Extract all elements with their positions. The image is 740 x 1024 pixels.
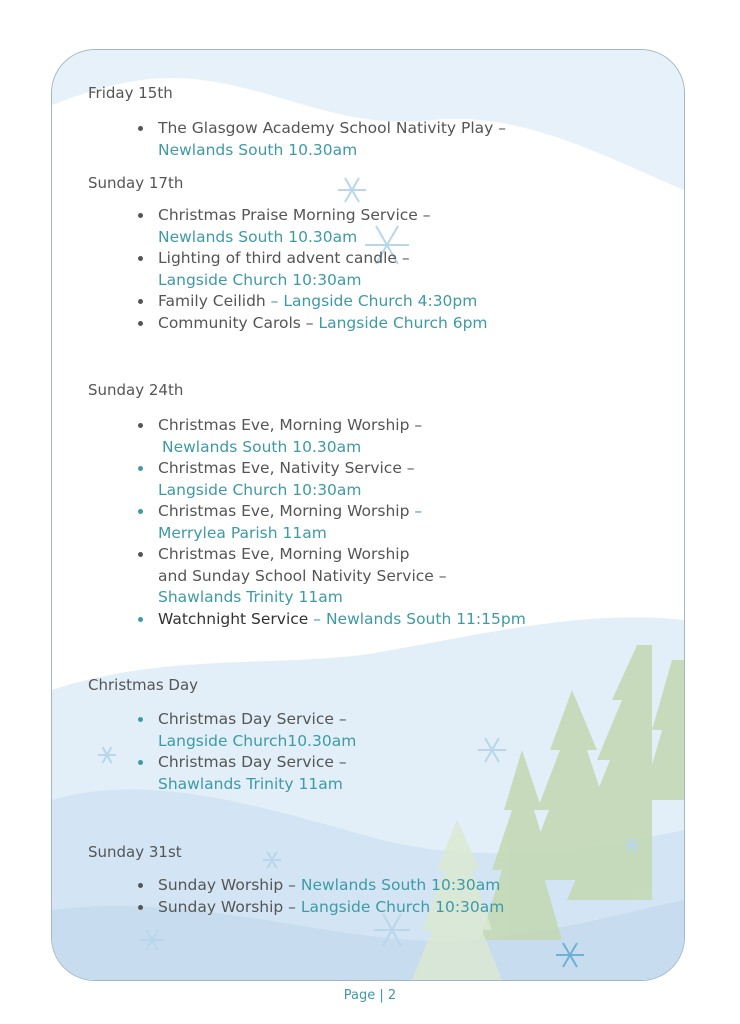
events-listing <box>52 50 684 980</box>
page-card <box>51 49 685 981</box>
list-item <box>158 118 658 161</box>
event-subtitle: and Sunday School Nativity Service – <box>158 566 447 585</box>
event-title: Watchnight Service <box>158 609 309 628</box>
event-title: Christmas Eve, Morning Worship <box>158 545 410 563</box>
list-item <box>158 291 658 313</box>
event-title: Christmas Day Service – <box>158 753 347 771</box>
event-location: Newlands South 10:30am <box>300 876 501 894</box>
day-heading: Friday 15th <box>88 84 173 102</box>
day-heading: Christmas Day <box>88 676 199 694</box>
event-title: Christmas Day Service – <box>158 710 347 728</box>
event-location: – Langside Church 4:30pm <box>265 292 478 310</box>
event-list <box>158 709 658 795</box>
event-title: Christmas Praise Morning Service – <box>158 206 431 224</box>
list-item <box>158 205 658 248</box>
list-item <box>158 752 658 795</box>
page-number: Page | 2 <box>343 988 397 1003</box>
event-location: Langside Church 10:30am <box>158 270 362 289</box>
list-item <box>158 875 658 897</box>
event-location: Newlands South 10.30am <box>162 437 362 456</box>
list-item <box>158 415 658 458</box>
list-item <box>158 709 658 752</box>
day-heading: Sunday 31st <box>88 843 182 861</box>
day-heading: Sunday 24th <box>88 381 184 399</box>
event-list <box>158 415 658 630</box>
event-location: Langside Church 10:30am <box>300 897 505 916</box>
event-dash: – <box>409 502 423 520</box>
list-item <box>158 458 658 501</box>
event-list <box>158 205 658 334</box>
event-location: Langside Church 6pm <box>318 313 488 332</box>
event-location: Newlands South 10.30am <box>158 140 358 159</box>
event-list <box>158 118 658 161</box>
event-title: Lighting of third advent candle – <box>158 249 410 267</box>
event-location: Merrylea Parish 11am <box>158 523 327 542</box>
event-title: Family Ceilidh <box>158 292 266 310</box>
event-location: Newlands South 10.30am <box>158 227 358 246</box>
event-location: Shawlands Trinity 11am <box>158 774 343 793</box>
day-heading: Sunday 17th <box>88 174 184 192</box>
event-title: Christmas Eve, Morning Worship <box>158 502 410 520</box>
event-title: Christmas Eve, Nativity Service – <box>158 459 415 477</box>
list-item <box>158 313 658 335</box>
event-location: Shawlands Trinity 11am <box>158 588 343 606</box>
event-location: Langside Church 10:30am <box>158 480 362 499</box>
event-location: Langside Church10.30am <box>158 731 357 750</box>
event-title: The Glasgow Academy School Nativity Play – <box>158 119 507 137</box>
list-item <box>158 501 658 544</box>
event-list <box>158 875 658 918</box>
event-title: Christmas Eve, Morning Worship – <box>158 416 423 434</box>
list-item <box>158 544 658 609</box>
event-location: – Newlands South 11:15pm <box>308 609 526 628</box>
event-title: Sunday Worship – <box>158 876 301 894</box>
event-title: Community Carols – <box>158 313 319 332</box>
list-item <box>158 248 658 291</box>
event-title: Sunday Worship – <box>158 897 301 916</box>
list-item <box>158 897 658 919</box>
list-item <box>158 609 658 631</box>
